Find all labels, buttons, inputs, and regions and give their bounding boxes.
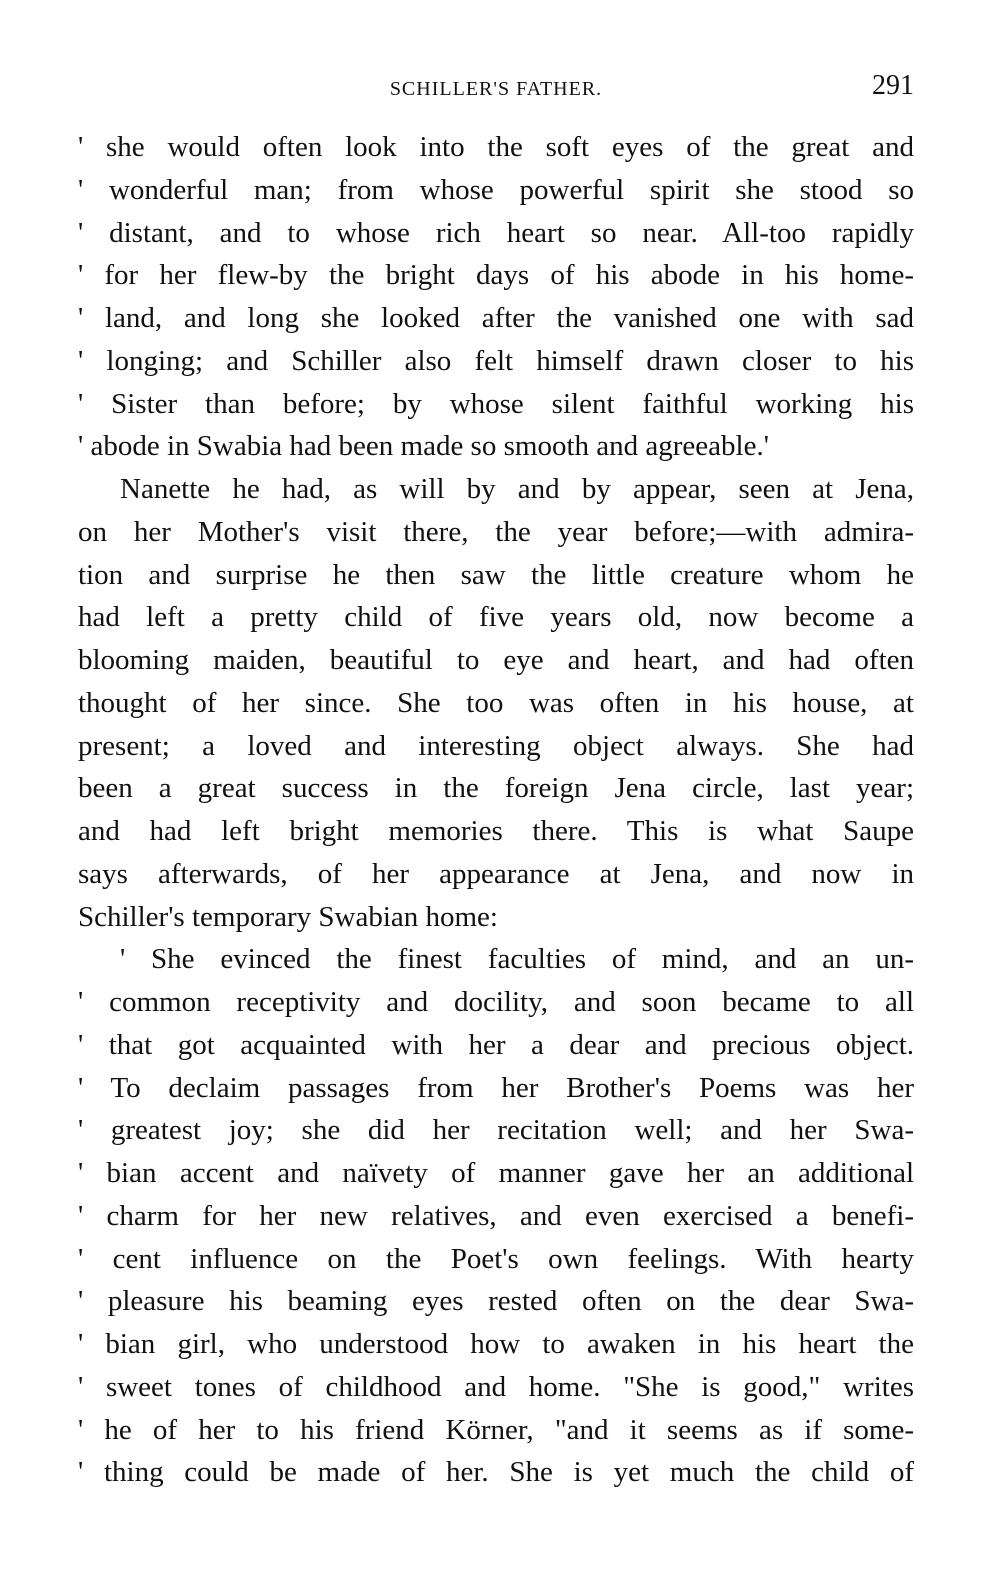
text-line: ' pleasure his beaming eyes rested often on the dear Swa- [78, 1285, 914, 1318]
text-line: ' thing could be made of her. She is yet much the child of [78, 1456, 914, 1489]
text-line: ' for her flew-by the bright days of his abode in his home- [78, 259, 914, 292]
text-line: ' cent influence on the Poet's own feelings. With hearty [78, 1242, 914, 1275]
text-line: been a great success in the foreign Jena circle, last year; [78, 772, 914, 805]
text-line: and had left bright memories there. This is what Saupe [78, 815, 914, 847]
text-line: thought of her since. She too was often in his house, at [78, 686, 914, 719]
text-line: ' distant, and to whose rich heart so near. All-too rapidly [78, 216, 914, 249]
text-line: ' She evinced the finest faculties of mind, and an un- [120, 943, 914, 976]
text-line: ' common receptivity and docility, and soon became to all [78, 986, 914, 1018]
text-line: ' charm for her new relatives, and even exercised a benefi- [78, 1199, 914, 1232]
text-line: Schiller's temporary Swabian home: [78, 900, 498, 933]
text-line: on her Mother's visit there, the year before;—with admira- [78, 515, 914, 548]
text-line: tion and surprise he then saw the little creature whom he [78, 558, 914, 591]
text-line: had left a pretty child of five years old, now become a [78, 601, 914, 634]
text-line: ' greatest joy; she did her recitation well; and her Swa- [78, 1114, 914, 1147]
page-header [78, 68, 914, 108]
text-line: ' he of her to his friend Körner, "and it seems as if some- [78, 1413, 914, 1446]
text-line: ' bian accent and naïvety of manner gave her an additional [78, 1157, 914, 1189]
text-line: ' sweet tones of childhood and home. "She is good," writes [78, 1370, 914, 1403]
text-line: ' that got acquainted with her a dear and precious object. [78, 1028, 914, 1061]
text-line: blooming maiden, beautiful to eye and heart, and had often [78, 644, 914, 676]
text-line: ' To declaim passages from her Brother's Poems was her [78, 1071, 914, 1104]
page-number: 291 [872, 70, 914, 101]
text-line: Nanette he had, as will by and by appear, seen at Jena, [120, 473, 914, 505]
body-text [78, 126, 914, 1494]
text-line: ' Sister than before; by whose silent faithful working his [78, 387, 914, 420]
text-line: says afterwards, of her appearance at Jena, and now in [78, 857, 914, 890]
text-line: ' abode in Swabia had been made so smooth and agreeable.' [78, 430, 769, 463]
text-line: ' longing; and Schiller also felt himself drawn closer to his [78, 344, 914, 377]
text-line: ' land, and long she looked after the vanished one with sad [78, 302, 914, 334]
text-line: present; a loved and interesting object always. She had [78, 729, 914, 762]
text-line: ' bian girl, who understood how to awaken in his heart the [78, 1328, 914, 1360]
text-line: ' wonderful man; from whose powerful spirit she stood so [78, 173, 914, 206]
running-head: SCHILLER'S FATHER. [389, 78, 603, 100]
text-line: ' she would often look into the soft eyes of the great and [78, 131, 914, 163]
